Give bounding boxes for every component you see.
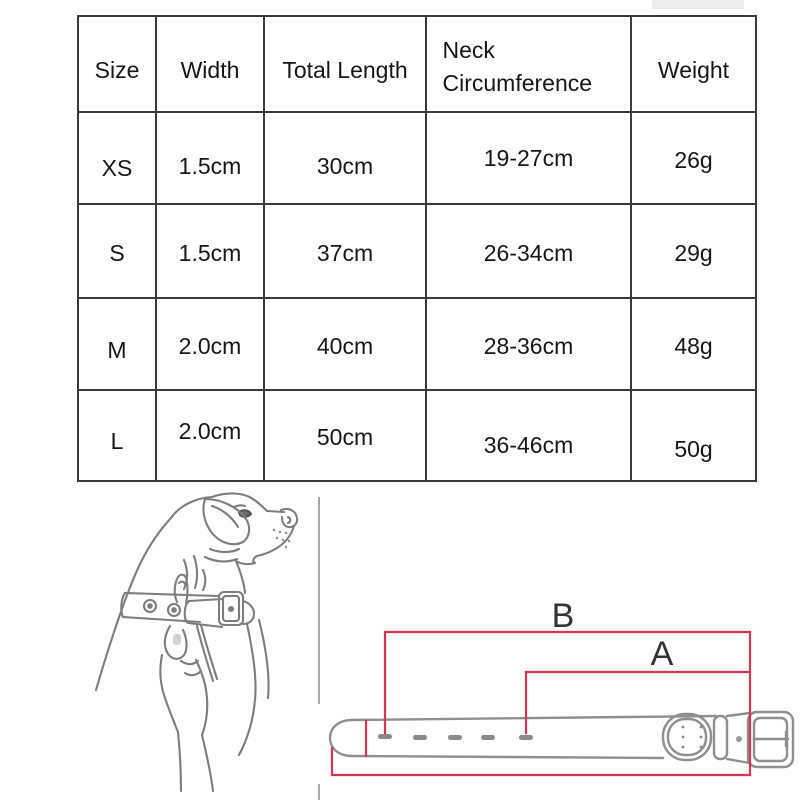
neck-circumference-cell: 19-27cm [426, 112, 631, 204]
total-length-cell: 40cm [264, 298, 426, 390]
dog-cheek-fold [205, 557, 237, 561]
size-cell: M [78, 298, 156, 390]
dog-ear-inner-line [212, 506, 238, 527]
collar-keeper-bar [714, 716, 727, 759]
header-neck-circumference: Neck Circumference [426, 16, 631, 112]
collar-strap-overlap [185, 599, 223, 627]
weight-cell: 50g [631, 390, 756, 481]
header-total-length: Total Length [264, 16, 426, 112]
size-cell: XS [78, 112, 156, 204]
dog-nostril [288, 517, 290, 523]
collar-strap-bottom-edge [352, 756, 663, 758]
table-row-xs [78, 112, 756, 204]
header-size: Size [78, 16, 156, 112]
dog-collar-fit-illustration [60, 488, 340, 800]
width-cell: 2.0cm [156, 390, 264, 481]
header-width: Width [156, 16, 264, 112]
collar-band-bottom [123, 617, 200, 622]
dog-throat-line [236, 561, 245, 593]
collar-measurement-diagram [315, 598, 800, 800]
collar-band-top [125, 593, 218, 596]
hand-outline [160, 655, 178, 732]
hand-index-finger [175, 575, 188, 603]
collar-holes [378, 726, 742, 749]
neck-circumference-cell: 26-34cm [426, 204, 631, 298]
size-cell: L [78, 390, 156, 481]
width-cell: 1.5cm [156, 112, 264, 204]
collar-grommet-center [148, 604, 152, 608]
weight-cell: 26g [631, 112, 756, 204]
weight-cell: 29g [631, 204, 756, 298]
dog-cheek-fold [210, 549, 239, 552]
neck-circumference-cell: 36-46cm [426, 390, 631, 481]
knuckle-crease [181, 661, 198, 664]
measurement-brackets [332, 632, 750, 775]
neck-circumference-cell: 28-36cm [426, 298, 631, 390]
table-row-s [78, 204, 756, 298]
table-row-m [78, 298, 756, 390]
scan-artifact [652, 0, 744, 9]
knuckle-crease [185, 671, 201, 675]
dog-neck-fold [203, 570, 205, 590]
total-length-cell: 37cm [264, 204, 426, 298]
finger-nail-line [179, 582, 185, 584]
collar-strap-tab [243, 601, 254, 624]
dog-neck-fold [194, 556, 197, 588]
dog-chest-line [239, 624, 256, 755]
size-cell: S [78, 204, 156, 298]
measurement-a-bracket [526, 672, 750, 733]
wrist-line [178, 732, 181, 791]
table-row-l [78, 390, 756, 481]
measurement-total-length-bracket [332, 748, 750, 775]
dog-brow-line [234, 505, 245, 507]
wrist-line [202, 735, 213, 791]
collar-keeper-ring [663, 714, 711, 760]
total-length-cell: 50cm [264, 390, 426, 481]
header-row [78, 16, 756, 112]
dog-mouth-line [236, 526, 294, 564]
measurement-label-b: B [551, 598, 575, 635]
collar-strap-to-buckle-bottom [727, 759, 750, 763]
weight-cell: 48g [631, 298, 756, 390]
dog-chest-line [259, 620, 269, 698]
measurement-label-a: A [650, 635, 674, 673]
collar-buckle-pin [229, 607, 233, 611]
collar-grommet-center [172, 608, 176, 612]
header-weight: Weight [631, 16, 756, 112]
total-length-cell: 30cm [264, 112, 426, 204]
width-cell: 1.5cm [156, 204, 264, 298]
collar-strap-tip [330, 720, 352, 756]
collar-strap-to-buckle-top [727, 713, 750, 716]
size-chart-table [77, 15, 757, 482]
thumb-nail [173, 634, 181, 645]
width-cell: 2.0cm [156, 298, 264, 390]
collar-strap-top-edge [352, 716, 716, 720]
